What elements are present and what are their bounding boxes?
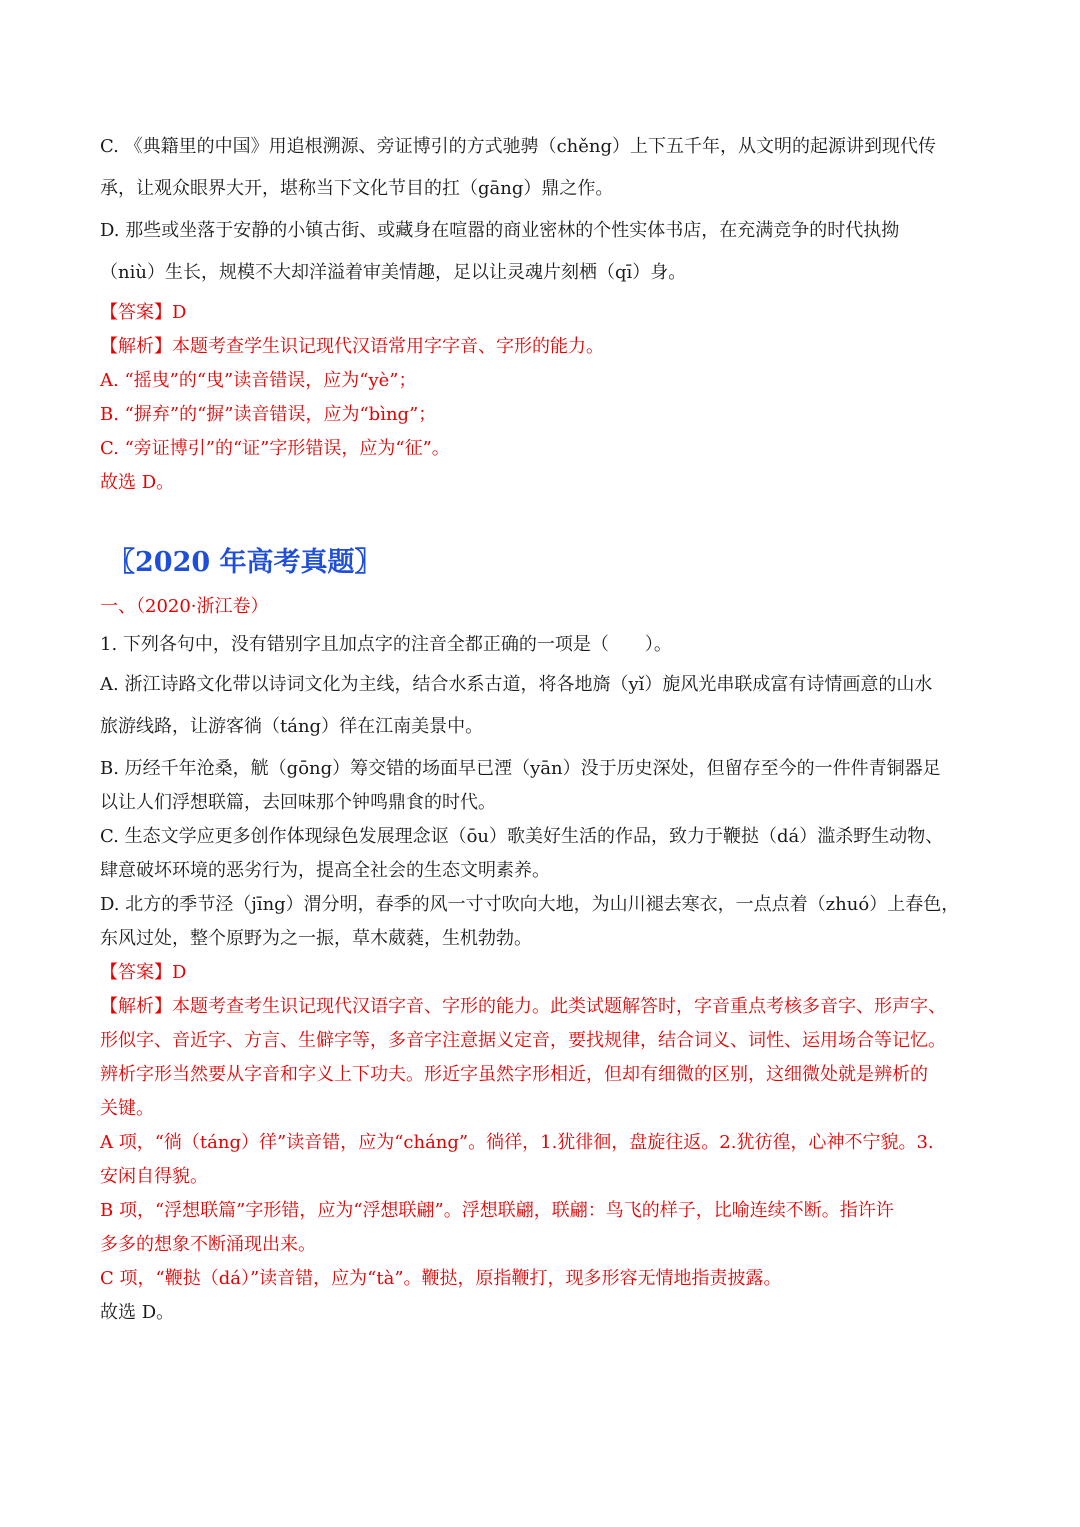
analysis-line: A. “摇曳”的“曳”读音错误，应为“yè”； [100,370,417,391]
text-line: 以让人们浮想联篇，去回味那个钟鸣鼎食的时代。 [100,792,496,813]
text-line: 东风过处，整个原野为之一振，草木葳蕤，生机勃勃。 [100,928,532,949]
option-a [100,668,984,744]
text-line: C. 《典籍里的中国》用追根溯源、旁证博引的方式驰骋（chěng）上下五千年，从文明的起源讲到现代传 [100,136,937,157]
text-line: 承，让观众眼界大开，堪称当下文化节目的扛（gāng）鼎之作。 [100,178,614,199]
text-line: C. 生态文学应更多创作体现绿色发展理念讴（ōu）歌美好生活的作品，致力于鞭挞（dá）滥杀野生动物、 [100,826,944,847]
question-1 [100,628,984,956]
top-option-c [100,130,984,206]
analysis-line: 安闲自得貌。 [100,1166,208,1187]
option-c [100,820,984,888]
text-line: B. 历经千年沧桑，觥（gōng）筹交错的场面早已湮（yān）没于历史深处，但留存至今的一件件青铜器足 [100,758,941,779]
analysis-line: B 项，“浮想联篇”字形错，应为“浮想联翩”。浮想联翩，联翩：鸟飞的样子，比喻连续不断。指许许 [100,1200,894,1221]
option-d [100,888,984,956]
section-subtitle: 一、（2020·浙江卷） [100,596,269,617]
top-answer-block [100,296,984,500]
answer-label: 【答案】D [100,302,187,323]
analysis-line: 辨析字形当然要从字音和字义上下功夫。形近字虽然字形相近，但却有细微的区别，这细微处就是辨析的 [100,1064,928,1085]
answer-label: 【答案】D [100,962,187,983]
text-line: 旅游线路，让游客徜（táng）徉在江南美景中。 [100,716,484,737]
text-line: A. 浙江诗路文化带以诗词文化为主线，结合水系古道，将各地旖（yǐ）旎风光串联成富有诗情画意的山水 [100,674,933,695]
analysis-line: B. “摒弃”的“摒”读音错误，应为“bìng”； [100,404,437,425]
analysis-line: 故选 D。 [100,472,175,493]
option-b [100,752,984,820]
section-title: 〖2020 年高考真题〗 [108,547,382,578]
answer-block [100,956,984,1330]
analysis-line: 故选 D。 [100,1302,175,1323]
analysis-line: C. “旁证博引”的“证”字形错误，应为“征”。 [100,438,450,459]
analysis-line: 形似字、音近字、方言、生僻字等，多音字注意据义定音，要找规律，结合词义、词性、运用场合等记忆。 [100,1030,946,1051]
analysis-line: A 项，“徜（táng）徉”读音错，应为“cháng”。徜徉，1.犹徘徊，盘旋往返。2.犹彷徨，心神不宁貌。3. [100,1132,934,1153]
text-line: D. 北方的季节泾（jīng）渭分明，春季的风一寸寸吹向大地，为山川褪去寒衣，一点点着（zhuó）上春色， [100,894,960,915]
analysis-line: 多多的想象不断涌现出来。 [100,1234,316,1255]
text-line: （niù）生长，规模不大却洋溢着审美情趣，足以让灵魂片刻栖（qī）身。 [100,262,687,283]
top-option-d [100,214,984,290]
analysis-line: 【解析】本题考查考生识记现代汉语字音、字形的能力。此类试题解答时，字音重点考核多音字、形声字、 [100,996,946,1017]
text-line: 肆意破坏环境的恶劣行为，提高全社会的生态文明素养。 [100,860,550,881]
analysis-line: 关键。 [100,1098,154,1119]
analysis-line: C 项，“鞭挞（dá）”读音错，应为“tà”。鞭挞，原指鞭打，现多形容无情地指责披露。 [100,1268,782,1289]
question-stem: 1. 下列各句中，没有错别字且加点字的注音全都正确的一项是（ ）。 [100,634,672,655]
text-line: D. 那些或坐落于安静的小镇古街、或藏身在喧嚣的商业密林的个性实体书店，在充满竞争的时代执拗 [100,220,900,241]
analysis-line: 【解析】本题考查学生识记现代汉语常用字字音、字形的能力。 [100,336,604,357]
